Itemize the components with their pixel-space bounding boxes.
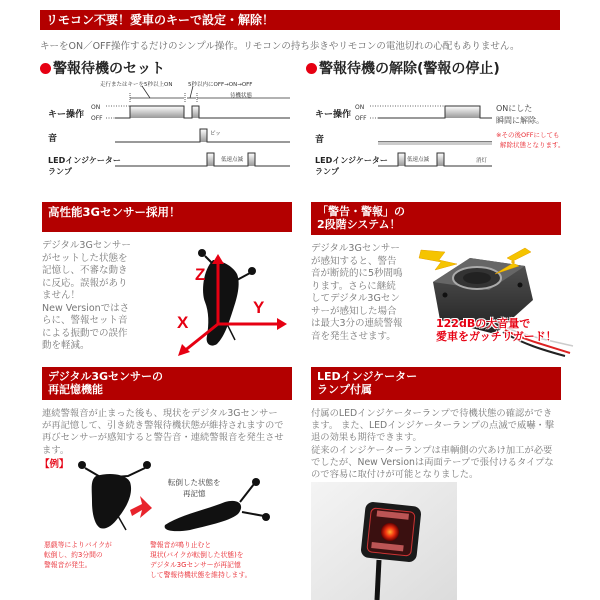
release-row-label-led-2: ランプ bbox=[315, 167, 339, 176]
rememory-caption-left: 悪戯等によりバイクが 転倒し、約3分間の 警報音が発生。 bbox=[44, 541, 112, 569]
axis-y-label: Y bbox=[253, 298, 265, 317]
set-row-label-sound: 音 bbox=[48, 134, 58, 144]
arrow-right-icon bbox=[130, 496, 152, 518]
led-section-banner: LEDインジケーター ランプ付属 bbox=[311, 367, 561, 400]
set-on-label: ON bbox=[91, 104, 101, 111]
set-off-label: OFF bbox=[91, 115, 103, 122]
axis-z-label: Z bbox=[195, 265, 206, 284]
set-annotation-3: 待機状態 bbox=[230, 93, 253, 99]
release-side-text: ONにした 瞬間に解除。 bbox=[496, 104, 544, 125]
axis-x-label: X bbox=[177, 313, 189, 332]
rememory-caption-right: 警報音が鳴り止むと 現状(バイクが転倒した状態)を デジタル3Gセンサーが再記憶 して警報待機状態を維持します。 bbox=[150, 541, 252, 579]
set-sound-note: ピッ bbox=[210, 131, 221, 137]
set-annotation-1: 走行またはキーを5秒以上ON bbox=[100, 82, 173, 88]
two-stage-section-text: デジタル3Gセンサー が感知すると、警告 音が断続的に5秒間鳴 ります。さらに継続 してデジタル3Gセン サーが感知した場合 は最大3分の連続警報 音を発生させます。 bbox=[311, 243, 403, 342]
led-section-text: 付属のLEDインジケーターランプで待機状態の確認ができ ます。 また、LEDインジケーターランプの点滅で威嚇・撃 退の効果も期待できます。 従来のインジケーターランプは車輌側の穴あけ加工が必要 でしたが、New Versionは両面テープで張付けるタイプな ので容易に取付けが可能となりました。 bbox=[311, 408, 555, 481]
set-led-note: 低速点滅 bbox=[221, 157, 244, 163]
fallen-bike-illustration bbox=[30, 460, 300, 540]
siren-caption: 122dBの大音量で 愛車をガッチリガード！ bbox=[436, 317, 557, 343]
example-label: 【例】 bbox=[40, 459, 69, 470]
led-lamp-photo bbox=[311, 482, 457, 600]
fallen-label: 転倒した状態を 再記憶 bbox=[168, 478, 221, 498]
release-off-label: OFF bbox=[355, 115, 367, 122]
release-led-note-2: 消灯 bbox=[476, 158, 488, 164]
rememory-section-text: 連続警報音が止まった後も、現状をデジタル3Gセンサー が再記憶して、引き続き警報待機状態が維持されますので 再びセンサーが感知すると警告音・連続警報音を発生させ ます。 bbox=[42, 408, 284, 456]
release-row-label-led: LEDインジケーター bbox=[315, 156, 388, 165]
sensor-section-text: デジタル3Gセンサー がセットした状態を 記憶し、不審な動き に反応。誤報があり ません！ New Versionではさ らに、警報セット音 による振動での誤作 動を軽減。 bbox=[42, 240, 131, 351]
top-banner-title: リモコン不要！愛車のキーで設定・解除！ bbox=[46, 13, 275, 27]
release-row-label-sound: 音 bbox=[315, 135, 325, 145]
intro-text: キーをON／OFF操作するだけのシンプル操作。リモコンの持ち歩きやリモコンの電池切れの心配もありません。 bbox=[40, 41, 520, 52]
rememory-section-banner: デジタル3Gセンサーの 再記憶機能 bbox=[42, 367, 292, 400]
release-side-note: ※その後OFFにしても 解除状態となります。 bbox=[496, 131, 565, 149]
set-row-label-led-2: ランプ bbox=[48, 167, 72, 176]
set-annotation-2: 5秒以内にOFF→ON→OFF bbox=[188, 82, 253, 88]
release-row-label-key: キー操作 bbox=[315, 110, 352, 120]
set-row-label-led: LEDインジケーター bbox=[48, 156, 121, 165]
sensor-section-banner: 高性能3Gセンサー採用！ bbox=[42, 202, 292, 232]
motorcycle-axes-illustration bbox=[175, 240, 295, 350]
release-on-label: ON bbox=[355, 104, 365, 111]
set-row-label-key: キー操作 bbox=[48, 110, 85, 120]
two-stage-section-banner: 「警告・警報」の 2段階システム！ bbox=[311, 202, 561, 235]
release-diagram-title: 警報待機の解除(警報の停止) bbox=[306, 58, 500, 78]
set-diagram-title: 警報待機のセット bbox=[40, 58, 165, 78]
release-led-note: 低速点滅 bbox=[407, 157, 430, 163]
